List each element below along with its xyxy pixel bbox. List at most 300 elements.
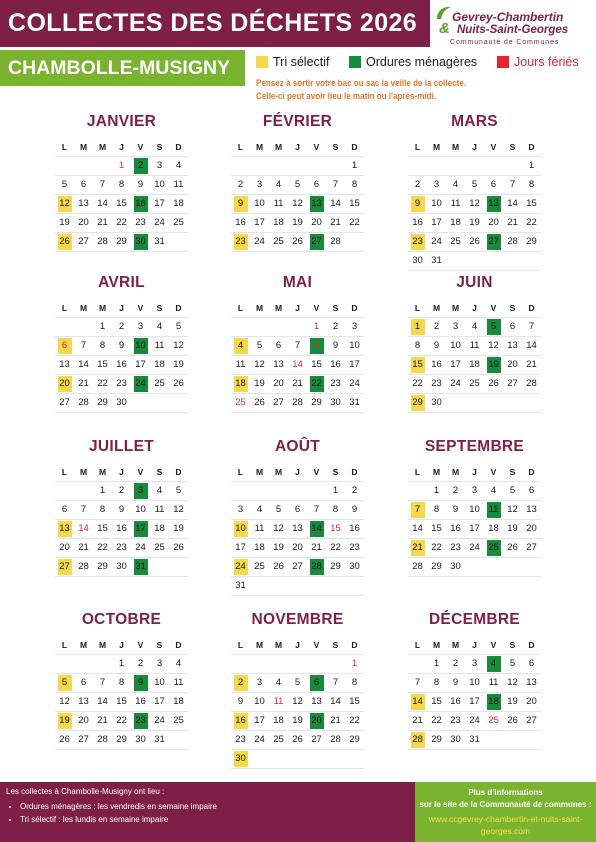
weekday-header-row bbox=[231, 299, 364, 318]
month-title: SEPTEMBRE bbox=[424, 438, 525, 455]
weekday-label: M bbox=[98, 303, 107, 313]
day-number: 14 bbox=[507, 198, 518, 209]
day-cell bbox=[269, 712, 288, 730]
week-row bbox=[231, 394, 364, 413]
day-cell bbox=[131, 176, 150, 194]
day-number: 20 bbox=[273, 378, 284, 389]
day-cell bbox=[345, 318, 364, 336]
day-number: 4 bbox=[275, 677, 282, 688]
om-collection-day: 25 bbox=[487, 540, 501, 556]
day-cell bbox=[326, 176, 345, 194]
weekday-header-row bbox=[55, 463, 188, 482]
empty-day-cell bbox=[288, 577, 307, 595]
day-number: 14 bbox=[330, 198, 341, 209]
day-cell bbox=[169, 157, 188, 175]
month-grid bbox=[55, 463, 188, 577]
day-cell bbox=[288, 233, 307, 251]
weekday-label: S bbox=[509, 467, 516, 477]
week-row bbox=[231, 539, 364, 558]
empty-day-cell bbox=[231, 655, 250, 673]
month-grid bbox=[408, 636, 541, 750]
day-cell bbox=[465, 712, 484, 730]
day-cell bbox=[250, 375, 269, 393]
week-row bbox=[55, 558, 188, 577]
day-number: 20 bbox=[78, 217, 89, 228]
week-row bbox=[231, 157, 364, 176]
day-number: 19 bbox=[292, 217, 303, 228]
day-number: 7 bbox=[99, 677, 106, 688]
om-collection-day: 31 bbox=[134, 559, 148, 575]
empty-day-cell bbox=[503, 252, 522, 270]
om-collection-day: 4 bbox=[487, 656, 501, 672]
month-grid bbox=[408, 299, 541, 413]
week-row bbox=[408, 501, 541, 520]
day-number: 15 bbox=[97, 359, 108, 370]
empty-day-cell bbox=[288, 157, 307, 175]
day-cell bbox=[250, 233, 269, 251]
day-cell bbox=[503, 195, 522, 213]
tri-collection-day: 10 bbox=[234, 521, 248, 537]
day-cell bbox=[522, 337, 541, 355]
day-cell bbox=[465, 195, 484, 213]
day-cell bbox=[345, 520, 364, 538]
day-number: 8 bbox=[99, 504, 106, 515]
day-cell bbox=[74, 501, 93, 519]
day-number: 17 bbox=[469, 696, 480, 707]
day-cell bbox=[93, 356, 112, 374]
day-number: 13 bbox=[292, 523, 303, 534]
day-number: 28 bbox=[292, 397, 303, 408]
day-cell bbox=[503, 318, 522, 336]
empty-day-cell bbox=[484, 558, 503, 576]
day-cell bbox=[484, 693, 503, 711]
day-number: 23 bbox=[450, 715, 461, 726]
tri-collection-day: 7 bbox=[411, 502, 425, 518]
week-row bbox=[55, 655, 188, 674]
day-cell bbox=[231, 195, 250, 213]
day-number: 12 bbox=[59, 696, 70, 707]
day-number: 11 bbox=[273, 198, 284, 209]
day-cell bbox=[345, 539, 364, 557]
day-cell bbox=[150, 712, 169, 730]
day-cell bbox=[522, 176, 541, 194]
om-collection-day: 11 bbox=[487, 502, 501, 518]
day-cell bbox=[269, 233, 288, 251]
weekday-header-row bbox=[408, 636, 541, 655]
day-cell bbox=[408, 394, 427, 412]
day-cell bbox=[74, 693, 93, 711]
logo-emblem-icon bbox=[435, 5, 453, 21]
day-number: 11 bbox=[173, 179, 184, 190]
weekday-label: J bbox=[472, 303, 477, 313]
day-cell bbox=[484, 520, 503, 538]
month-grid bbox=[55, 299, 188, 413]
day-cell bbox=[465, 539, 484, 557]
day-number: 10 bbox=[154, 179, 165, 190]
day-number: 16 bbox=[235, 217, 246, 228]
day-number: 9 bbox=[118, 340, 125, 351]
day-number: 28 bbox=[330, 236, 341, 247]
legend-om bbox=[349, 55, 477, 69]
ferie-swatch bbox=[497, 56, 509, 68]
day-cell bbox=[503, 712, 522, 730]
day-cell bbox=[345, 375, 364, 393]
day-number: 30 bbox=[116, 561, 127, 572]
weekday-header-row bbox=[55, 299, 188, 318]
month-title: AOÛT bbox=[274, 438, 321, 455]
day-cell bbox=[326, 712, 345, 730]
day-number: 22 bbox=[412, 378, 423, 389]
day-cell bbox=[231, 501, 250, 519]
day-cell bbox=[326, 731, 345, 749]
day-number: 18 bbox=[488, 523, 499, 534]
holiday-day: 15 bbox=[330, 523, 341, 534]
day-number: 30 bbox=[450, 561, 461, 572]
day-number: 1 bbox=[528, 160, 535, 171]
day-cell bbox=[150, 539, 169, 557]
day-cell bbox=[484, 501, 503, 519]
weekday-label: J bbox=[295, 640, 300, 650]
day-number: 19 bbox=[173, 523, 184, 534]
weekday-label: D bbox=[351, 640, 358, 650]
day-number: 13 bbox=[526, 677, 537, 688]
day-number: 14 bbox=[78, 359, 89, 370]
day-cell bbox=[345, 337, 364, 355]
week-row bbox=[55, 482, 188, 501]
weekday-label: S bbox=[332, 303, 339, 313]
day-cell bbox=[269, 394, 288, 412]
day-cell bbox=[131, 356, 150, 374]
day-cell bbox=[250, 394, 269, 412]
day-number: 20 bbox=[311, 217, 322, 228]
day-cell bbox=[250, 712, 269, 730]
weekday-label: V bbox=[313, 303, 320, 313]
day-cell bbox=[345, 195, 364, 213]
tri-collection-day: 26 bbox=[58, 234, 72, 250]
day-number: 1 bbox=[433, 485, 440, 496]
day-cell bbox=[307, 712, 326, 730]
day-number: 26 bbox=[273, 561, 284, 572]
day-number: 5 bbox=[509, 485, 516, 496]
day-number: 6 bbox=[313, 179, 320, 190]
day-cell bbox=[465, 214, 484, 232]
day-number: 28 bbox=[97, 734, 108, 745]
week-row bbox=[55, 176, 188, 195]
day-cell bbox=[326, 674, 345, 692]
day-number: 26 bbox=[507, 715, 518, 726]
week-row bbox=[408, 318, 541, 337]
day-cell bbox=[231, 693, 250, 711]
day-number: 18 bbox=[273, 217, 284, 228]
weekday-label: M bbox=[432, 142, 441, 152]
day-number: 16 bbox=[412, 217, 423, 228]
om-collection-day: 14 bbox=[310, 521, 324, 537]
weekday-label: M bbox=[79, 467, 88, 477]
day-cell bbox=[169, 195, 188, 213]
day-number: 21 bbox=[330, 217, 341, 228]
day-cell bbox=[307, 558, 326, 576]
day-cell bbox=[307, 356, 326, 374]
tri-collection-day: 15 bbox=[411, 357, 425, 373]
day-number: 4 bbox=[256, 504, 263, 515]
day-number: 26 bbox=[292, 236, 303, 247]
week-row bbox=[55, 693, 188, 712]
day-cell bbox=[307, 337, 326, 355]
weekday-label: D bbox=[175, 467, 182, 477]
weekday-header-row bbox=[55, 138, 188, 157]
week-row bbox=[55, 674, 188, 693]
commune-name: CHAMBOLLE-MUSIGNY bbox=[8, 57, 231, 79]
page-title: COLLECTES DES DÉCHETS 2026 bbox=[8, 9, 418, 37]
day-cell bbox=[131, 539, 150, 557]
empty-day-cell bbox=[326, 577, 345, 595]
empty-day-cell bbox=[250, 750, 269, 768]
day-cell bbox=[93, 337, 112, 355]
day-number: 16 bbox=[116, 359, 127, 370]
day-cell bbox=[55, 674, 74, 692]
empty-day-cell bbox=[269, 577, 288, 595]
day-cell bbox=[465, 318, 484, 336]
day-cell bbox=[326, 520, 345, 538]
day-cell bbox=[231, 214, 250, 232]
day-number: 2 bbox=[452, 485, 459, 496]
day-number: 24 bbox=[450, 378, 461, 389]
weekday-label: J bbox=[472, 467, 477, 477]
week-row bbox=[231, 712, 364, 731]
day-number: 10 bbox=[349, 340, 360, 351]
weekday-label: L bbox=[61, 640, 68, 650]
week-row bbox=[408, 674, 541, 693]
day-cell bbox=[326, 482, 345, 500]
logo-line-1: Gevrey-Chambertin bbox=[452, 10, 564, 24]
day-number: 17 bbox=[254, 715, 265, 726]
day-cell bbox=[522, 233, 541, 251]
day-cell bbox=[131, 337, 150, 355]
weekday-label: V bbox=[490, 467, 497, 477]
day-number: 29 bbox=[116, 734, 127, 745]
empty-day-cell bbox=[74, 655, 93, 673]
day-cell bbox=[503, 482, 522, 500]
day-number: 24 bbox=[154, 715, 165, 726]
day-number: 27 bbox=[292, 561, 303, 572]
day-number: 23 bbox=[349, 542, 360, 553]
day-number: 15 bbox=[526, 198, 537, 209]
weekday-label: M bbox=[255, 303, 264, 313]
day-number: 9 bbox=[137, 179, 144, 190]
day-number: 13 bbox=[507, 340, 518, 351]
day-cell bbox=[269, 693, 288, 711]
day-number: 2 bbox=[118, 321, 125, 332]
day-cell bbox=[93, 731, 112, 749]
day-cell bbox=[55, 539, 74, 557]
day-number: 20 bbox=[78, 715, 89, 726]
empty-day-cell bbox=[307, 482, 326, 500]
day-cell bbox=[484, 233, 503, 251]
tri-collection-day: 4 bbox=[234, 338, 248, 354]
day-number: 25 bbox=[154, 378, 165, 389]
day-cell bbox=[131, 318, 150, 336]
day-number: 12 bbox=[488, 340, 499, 351]
day-number: 8 bbox=[332, 504, 339, 515]
day-number: 31 bbox=[154, 236, 165, 247]
day-cell bbox=[503, 233, 522, 251]
day-cell bbox=[131, 375, 150, 393]
day-cell bbox=[131, 712, 150, 730]
day-number: 4 bbox=[275, 179, 282, 190]
weekday-label: L bbox=[414, 467, 421, 477]
empty-day-cell bbox=[465, 157, 484, 175]
week-row bbox=[231, 318, 364, 337]
tri-collection-day: 18 bbox=[234, 376, 248, 392]
day-cell bbox=[93, 712, 112, 730]
day-number: 22 bbox=[116, 715, 127, 726]
week-row bbox=[231, 375, 364, 394]
day-number: 9 bbox=[452, 504, 459, 515]
month-title: NOVEMBRE bbox=[251, 611, 344, 628]
day-cell bbox=[427, 394, 446, 412]
day-cell bbox=[131, 195, 150, 213]
logo-ampersand: & bbox=[439, 20, 450, 37]
day-number: 24 bbox=[469, 715, 480, 726]
om-collection-day: 20 bbox=[310, 713, 324, 729]
day-cell bbox=[74, 539, 93, 557]
tri-collection-day: 21 bbox=[411, 540, 425, 556]
om-collection-day: 27 bbox=[487, 234, 501, 250]
day-cell bbox=[345, 655, 364, 673]
day-number: 6 bbox=[528, 485, 535, 496]
tri-collection-day: 27 bbox=[58, 559, 72, 575]
weekday-label: S bbox=[332, 142, 339, 152]
day-number: 10 bbox=[154, 677, 165, 688]
week-row bbox=[231, 558, 364, 577]
day-cell bbox=[345, 176, 364, 194]
day-number: 3 bbox=[471, 658, 478, 669]
website-link[interactable]: www.ccgevrey-chambertin-et-nuits-saint-georges.com bbox=[428, 814, 583, 836]
day-cell bbox=[465, 375, 484, 393]
day-number: 6 bbox=[490, 179, 497, 190]
day-cell bbox=[112, 520, 131, 538]
day-cell bbox=[446, 539, 465, 557]
day-cell bbox=[231, 233, 250, 251]
day-cell bbox=[169, 539, 188, 557]
day-cell bbox=[408, 712, 427, 730]
empty-day-cell bbox=[250, 482, 269, 500]
day-cell bbox=[55, 195, 74, 213]
week-row bbox=[231, 731, 364, 750]
day-cell bbox=[484, 655, 503, 673]
footer-item-om: • Ordures ménagères : les vendredis en semaine impaire bbox=[20, 800, 217, 813]
day-number: 22 bbox=[97, 378, 108, 389]
day-number: 26 bbox=[173, 542, 184, 553]
week-row bbox=[55, 375, 188, 394]
empty-day-cell bbox=[326, 157, 345, 175]
day-cell bbox=[150, 520, 169, 538]
day-cell bbox=[408, 558, 427, 576]
day-number: 30 bbox=[135, 734, 146, 745]
day-cell bbox=[112, 501, 131, 519]
weekday-label: J bbox=[119, 303, 124, 313]
day-cell bbox=[93, 214, 112, 232]
day-number: 20 bbox=[507, 359, 518, 370]
day-number: 21 bbox=[330, 715, 341, 726]
day-number: 19 bbox=[273, 542, 284, 553]
day-number: 2 bbox=[237, 179, 244, 190]
day-cell bbox=[112, 558, 131, 576]
day-cell bbox=[326, 233, 345, 251]
day-number: 15 bbox=[349, 198, 360, 209]
day-number: 16 bbox=[450, 523, 461, 534]
weekday-label: J bbox=[472, 640, 477, 650]
weekday-label: M bbox=[274, 303, 283, 313]
day-cell bbox=[150, 356, 169, 374]
empty-day-cell bbox=[250, 318, 269, 336]
day-cell bbox=[112, 712, 131, 730]
footer-item-tri: • Tri sélectif : les lundis en semaine impaire bbox=[20, 813, 217, 826]
week-row bbox=[55, 539, 188, 558]
month-avril bbox=[55, 273, 188, 413]
day-cell bbox=[307, 693, 326, 711]
week-row bbox=[408, 731, 541, 750]
day-cell bbox=[288, 214, 307, 232]
day-cell bbox=[408, 539, 427, 557]
day-cell bbox=[150, 337, 169, 355]
day-number: 25 bbox=[273, 236, 284, 247]
day-cell bbox=[231, 176, 250, 194]
day-number: 2 bbox=[332, 321, 339, 332]
day-cell bbox=[288, 394, 307, 412]
day-cell bbox=[427, 520, 446, 538]
day-cell bbox=[112, 375, 131, 393]
weekday-header-row bbox=[231, 463, 364, 482]
day-cell bbox=[269, 520, 288, 538]
day-number: 29 bbox=[526, 236, 537, 247]
day-number: 12 bbox=[173, 504, 184, 515]
day-cell bbox=[131, 501, 150, 519]
day-cell bbox=[427, 655, 446, 673]
weekday-label: M bbox=[79, 142, 88, 152]
day-cell bbox=[465, 693, 484, 711]
om-collection-day: 13 bbox=[310, 196, 324, 212]
day-cell bbox=[465, 655, 484, 673]
month-grid bbox=[55, 138, 188, 252]
day-cell bbox=[408, 356, 427, 374]
day-cell bbox=[93, 233, 112, 251]
day-number: 9 bbox=[332, 340, 339, 351]
day-number: 17 bbox=[254, 217, 265, 228]
week-row bbox=[231, 520, 364, 539]
day-cell bbox=[446, 233, 465, 251]
day-number: 1 bbox=[433, 658, 440, 669]
day-number: 4 bbox=[471, 321, 478, 332]
week-row bbox=[408, 394, 541, 413]
day-cell bbox=[484, 214, 503, 232]
empty-day-cell bbox=[307, 655, 326, 673]
day-number: 5 bbox=[175, 321, 182, 332]
month-mai bbox=[231, 273, 364, 413]
om-collection-day: 17 bbox=[134, 521, 148, 537]
day-cell bbox=[484, 337, 503, 355]
day-cell bbox=[250, 176, 269, 194]
empty-day-cell bbox=[150, 558, 169, 576]
day-cell bbox=[250, 731, 269, 749]
day-cell bbox=[269, 375, 288, 393]
day-cell bbox=[307, 195, 326, 213]
day-number: 25 bbox=[450, 236, 461, 247]
day-number: 21 bbox=[292, 378, 303, 389]
day-cell bbox=[288, 539, 307, 557]
day-cell bbox=[131, 233, 150, 251]
day-number: 21 bbox=[78, 378, 89, 389]
